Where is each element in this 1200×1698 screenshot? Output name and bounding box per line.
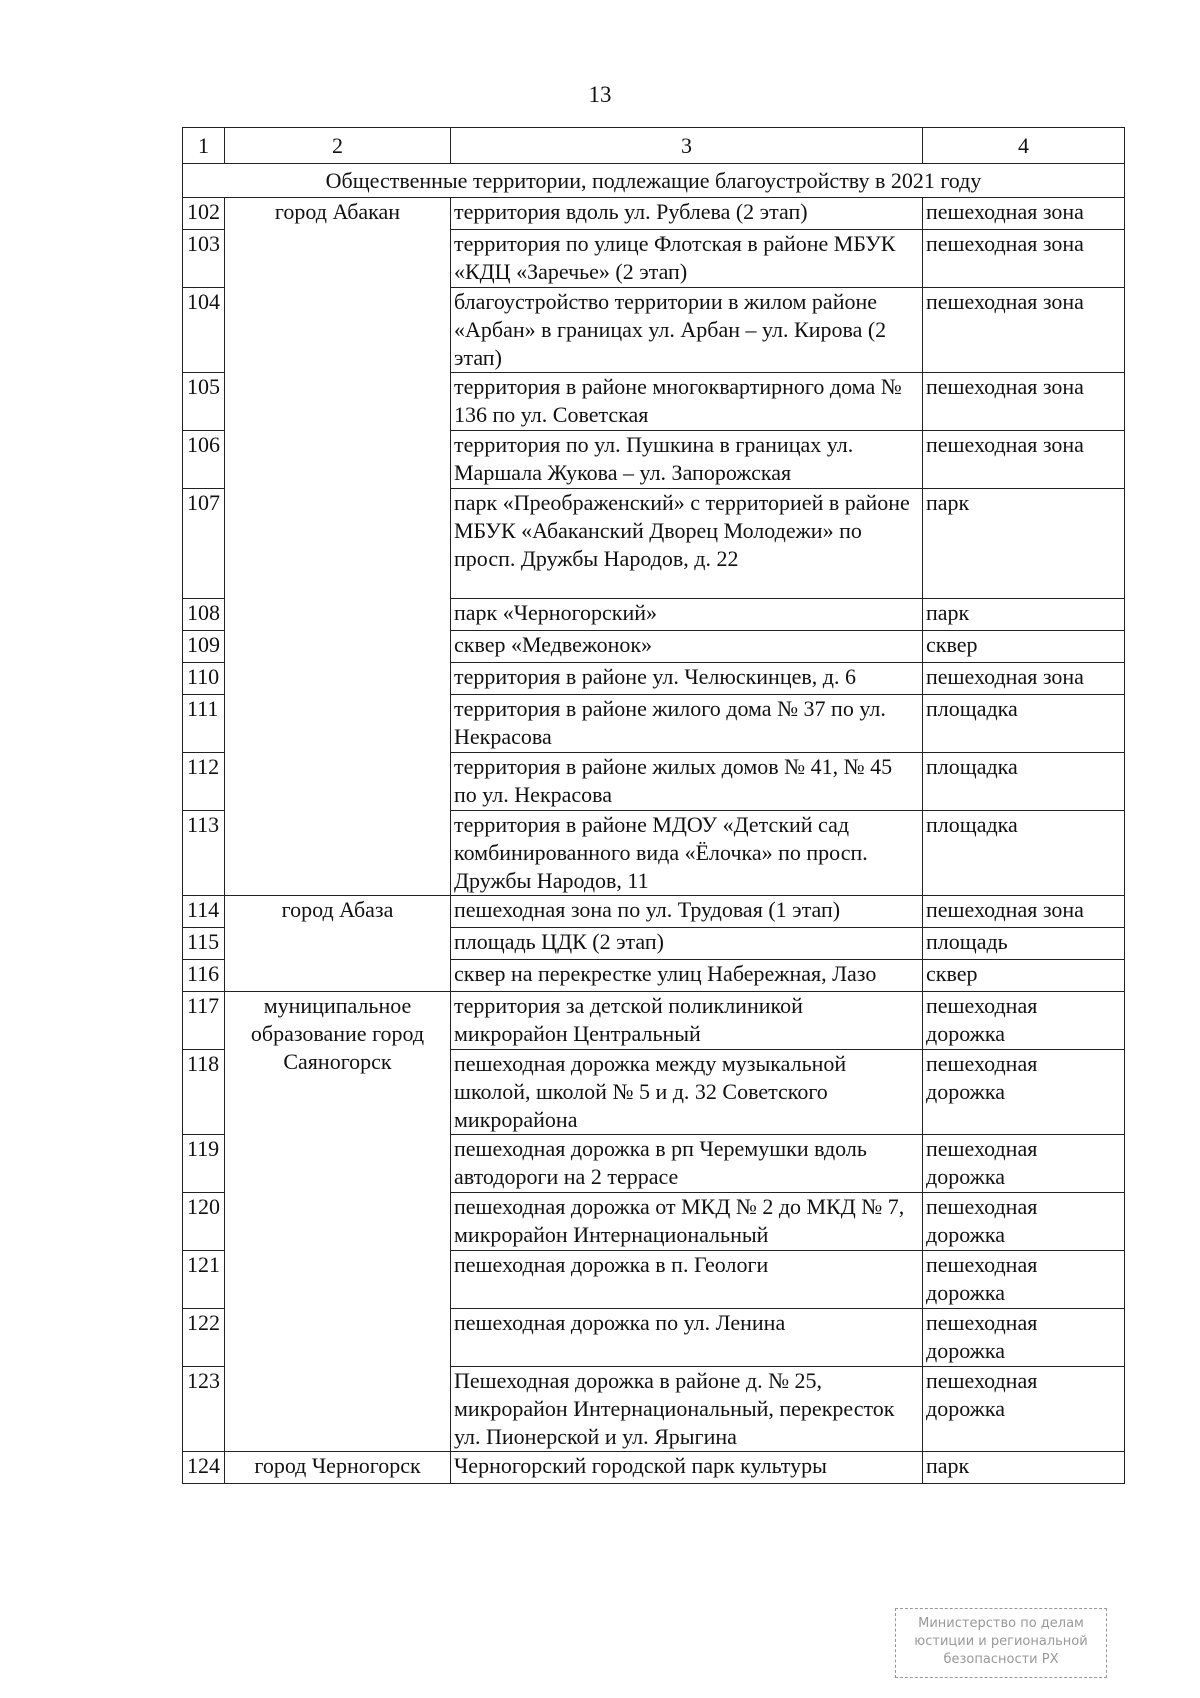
row-number: 109	[183, 631, 225, 663]
territory-cell: парк «Преображенский» с территорией в районе МБУК «Абаканский Дворец Молодежи» по просп. Дружбы Народов, д. 22	[451, 489, 923, 599]
row-number: 107	[183, 489, 225, 599]
territory-cell: территория в районе многоквартирного дома № 136 по ул. Советская	[451, 373, 923, 431]
type-cell: пешеходная дорожка	[923, 1309, 1125, 1367]
territory-cell: пешеходная дорожка между музыкальной школой, школой № 5 и д. 32 Советского микрорайона	[451, 1050, 923, 1135]
row-number: 106	[183, 431, 225, 489]
territory-cell: территория по улице Флотская в районе МБУК «КДЦ «Заречье» (2 этап)	[451, 230, 923, 288]
type-cell: площадка	[923, 695, 1125, 753]
territory-cell: пешеходная дорожка по ул. Ленина	[451, 1309, 923, 1367]
municipality-cell: муниципальное образование город Саяногорск	[225, 992, 451, 1452]
type-cell: пешеходная зона	[923, 431, 1125, 489]
row-number: 113	[183, 811, 225, 896]
type-cell: пешеходная зона	[923, 198, 1125, 230]
row-number: 119	[183, 1135, 225, 1193]
row-number: 116	[183, 960, 225, 992]
row-number: 103	[183, 230, 225, 288]
table-row	[183, 992, 1125, 1050]
row-number: 112	[183, 753, 225, 811]
territory-cell: парк «Черногорский»	[451, 599, 923, 631]
territory-cell: благоустройство территории в жилом районе «Арбан» в границах ул. Арбан – ул. Кирова (2 этап)	[451, 288, 923, 373]
row-number: 115	[183, 928, 225, 960]
type-cell: пешеходная дорожка	[923, 1050, 1125, 1135]
territory-cell: территория в районе жилого дома № 37 по ул. Некрасова	[451, 695, 923, 753]
type-cell: пешеходная дорожка	[923, 992, 1125, 1050]
table-row	[183, 896, 1125, 928]
table-row	[183, 1452, 1125, 1484]
row-number: 105	[183, 373, 225, 431]
type-cell: площадка	[923, 811, 1125, 896]
column-header: 1	[183, 128, 225, 164]
type-cell: парк	[923, 1452, 1125, 1484]
territory-cell: пешеходная зона по ул. Трудовая (1 этап)	[451, 896, 923, 928]
row-number: 102	[183, 198, 225, 230]
territory-cell: сквер «Медвежонок»	[451, 631, 923, 663]
municipality-cell: город Абаза	[225, 896, 451, 992]
type-cell: сквер	[923, 631, 1125, 663]
territory-cell: территория за детской поликлиникой микрорайон Центральный	[451, 992, 923, 1050]
column-header: 4	[923, 128, 1125, 164]
territory-cell: пешеходная дорожка от МКД № 2 до МКД № 7, микрорайон Интернациональный	[451, 1193, 923, 1251]
type-cell: пешеходная зона	[923, 896, 1125, 928]
column-header: 3	[451, 128, 923, 164]
section-row	[183, 164, 1125, 198]
territory-cell: сквер на перекрестке улиц Набережная, Лазо	[451, 960, 923, 992]
row-number: 120	[183, 1193, 225, 1251]
row-number: 108	[183, 599, 225, 631]
territory-cell: территория по ул. Пушкина в границах ул. Маршала Жукова – ул. Запорожская	[451, 431, 923, 489]
municipality-cell: город Черногорск	[225, 1452, 451, 1484]
territories-table	[182, 127, 1125, 1484]
header-row	[183, 128, 1125, 164]
territory-cell: территория вдоль ул. Рублева (2 этап)	[451, 198, 923, 230]
type-cell: пешеходная зона	[923, 663, 1125, 695]
row-number: 122	[183, 1309, 225, 1367]
type-cell: парк	[923, 599, 1125, 631]
row-number: 123	[183, 1367, 225, 1452]
type-cell: пешеходная дорожка	[923, 1367, 1125, 1452]
territory-cell: территория в районе МДОУ «Детский сад комбинированного вида «Ёлочка» по просп. Дружбы Народов, 11	[451, 811, 923, 896]
territory-cell: территория в районе ул. Челюскинцев, д. 6	[451, 663, 923, 695]
row-number: 110	[183, 663, 225, 695]
territory-cell: Пешеходная дорожка в районе д. № 25, микрорайон Интернациональный, перекресток ул. Пионерской и ул. Ярыгина	[451, 1367, 923, 1452]
type-cell: пешеходная дорожка	[923, 1193, 1125, 1251]
territory-cell: Черногорский городской парк культуры	[451, 1452, 923, 1484]
row-number: 118	[183, 1050, 225, 1135]
page-number: 13	[588, 82, 612, 107]
column-header: 2	[225, 128, 451, 164]
type-cell: пешеходная зона	[923, 230, 1125, 288]
row-number: 124	[183, 1452, 225, 1484]
registration-stamp: Министерство по делам юстиции и региональной безопасности РХ	[895, 1608, 1107, 1678]
type-cell: пешеходная зона	[923, 288, 1125, 373]
type-cell: площадь	[923, 928, 1125, 960]
row-number: 104	[183, 288, 225, 373]
type-cell: пешеходная зона	[923, 373, 1125, 431]
row-number: 114	[183, 896, 225, 928]
type-cell: сквер	[923, 960, 1125, 992]
territory-cell: пешеходная дорожка в п. Геологи	[451, 1251, 923, 1309]
section-title: Общественные территории, подлежащие благоустройству в 2021 году	[183, 164, 1125, 198]
territory-cell: территория в районе жилых домов № 41, № 45 по ул. Некрасова	[451, 753, 923, 811]
type-cell: пешеходная дорожка	[923, 1251, 1125, 1309]
municipality-cell: город Абакан	[225, 198, 451, 896]
territory-cell: площадь ЦДК (2 этап)	[451, 928, 923, 960]
row-number: 117	[183, 992, 225, 1050]
row-number: 111	[183, 695, 225, 753]
type-cell: парк	[923, 489, 1125, 599]
type-cell: площадка	[923, 753, 1125, 811]
type-cell: пешеходная дорожка	[923, 1135, 1125, 1193]
table-row	[183, 198, 1125, 230]
territory-cell: пешеходная дорожка в рп Черемушки вдоль автодороги на 2 террасе	[451, 1135, 923, 1193]
row-number: 121	[183, 1251, 225, 1309]
